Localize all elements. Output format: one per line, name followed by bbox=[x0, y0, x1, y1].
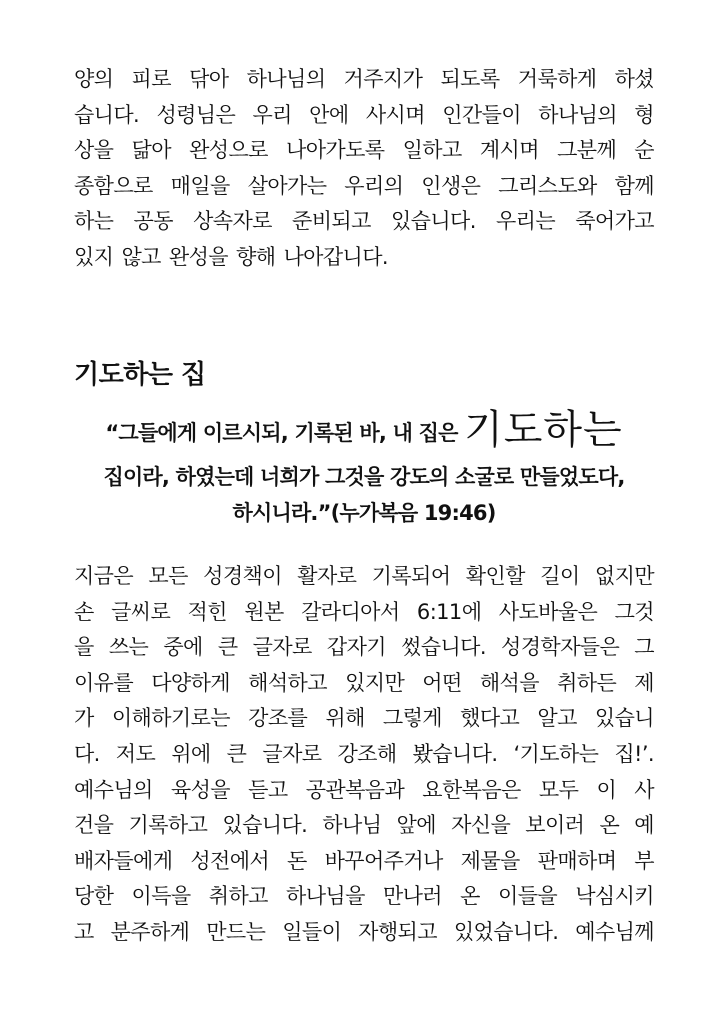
text-line: 상을 닮아 완성으로 나아가도록 일하고 계시며 그분께 순 bbox=[74, 138, 654, 163]
quote-emphasis: 기도하는 bbox=[464, 407, 623, 453]
text-line: 고 분주하게 만드는 일들이 자행되고 있었습니다. 예수님께 bbox=[74, 919, 654, 944]
text-line: 있지 않고 완성을 향해 나아갑니다. bbox=[74, 244, 388, 269]
quote-text: “그들에게 이르시되, 기록된 바, 내 집은 bbox=[105, 421, 465, 445]
paragraph-1 bbox=[74, 62, 654, 276]
paragraph-2 bbox=[74, 559, 654, 951]
text-line: 습니다. 성령님은 우리 안에 사시며 인간들이 하나님의 형 bbox=[74, 102, 654, 127]
text-line: 지금은 모든 성경책이 활자로 기록되어 확인할 길이 없지만 bbox=[74, 564, 654, 588]
text-line: 건을 기록하고 있습니다. 하나님 앞에 자신을 보이러 온 예 bbox=[74, 813, 654, 838]
quote-line-2: 집이라, 하였는데 너희가 그것을 강도의 소굴로 만들었도다, bbox=[103, 465, 625, 489]
text-line: 가 이해하기로는 강조를 위해 그렇게 했다고 알고 있습니 bbox=[74, 706, 654, 731]
text-line: 당한 이득을 취하고 하나님을 만나러 온 이들을 낙심시키 bbox=[74, 884, 654, 909]
text-line: 배자들에게 성전에서 돈 바꾸어주거나 제물을 판매하며 부 bbox=[74, 848, 654, 873]
scripture-quote bbox=[74, 404, 654, 531]
text-line: 다. 저도 위에 큰 글자로 강조해 봤습니다. ‘기도하는 집!’. bbox=[74, 741, 654, 766]
text-line: 종함으로 매일을 살아가는 우리의 인생은 그리스도와 함께 bbox=[74, 173, 654, 198]
text-line: 예수님의 육성을 듣고 공관복음과 요한복음은 모두 이 사 bbox=[74, 777, 654, 802]
text-line: 하는 공동 상속자로 준비되고 있습니다. 우리는 죽어가고 bbox=[74, 209, 654, 234]
document-page bbox=[74, 62, 654, 944]
section-heading: 기도하는 집 bbox=[74, 360, 206, 390]
quote-line-1 bbox=[74, 404, 654, 459]
text-line: 손 글씨로 적힌 원본 갈라디아서 6:11에 사도바울은 그것 bbox=[74, 599, 654, 624]
text-line: 이유를 다양하게 해석하고 있지만 어떤 해석을 취하든 제 bbox=[74, 670, 654, 695]
text-line: 양의 피로 닦아 하나님의 거주지가 되도록 거룩하게 하셨 bbox=[74, 67, 654, 91]
text-line: 을 쓰는 중에 큰 글자로 갑자기 썼습니다. 성경학자들은 그 bbox=[74, 635, 654, 660]
quote-line-3: 하시니라.”(누가복음 19:46) bbox=[232, 501, 496, 525]
